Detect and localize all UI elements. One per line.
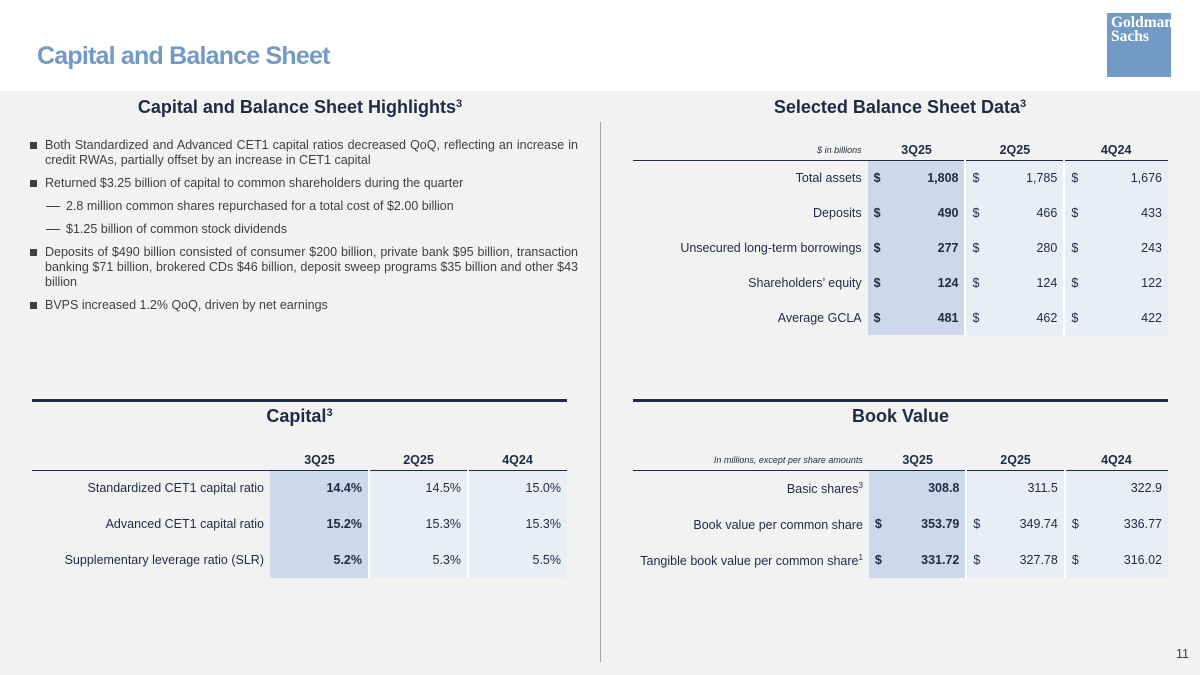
table-row: Average GCLA $ 481 $ 462 $ 422 xyxy=(633,300,1168,335)
table-row: Deposits $ 490 $ 466 $ 433 xyxy=(633,195,1168,230)
page-title: Capital and Balance Sheet xyxy=(37,42,330,70)
book-value-title: Book Value xyxy=(851,406,950,426)
table-header-row xyxy=(633,140,1168,160)
column-header: 4Q24 xyxy=(468,450,567,470)
table-row: Shareholders’ equity $ 124 $ 124 $ 122 xyxy=(633,265,1168,300)
header xyxy=(0,0,1200,91)
page-number: 11 xyxy=(1176,647,1189,661)
table-row: Total assets $ 1,808 $ 1,785 $ 1,676 xyxy=(633,160,1168,195)
highlight-bullet: Returned $3.25 billion of capital to common shareholders during the quarter xyxy=(30,176,578,191)
column-header: 3Q25 xyxy=(869,450,966,470)
table-row: Supplementary leverage ratio (SLR) 5.2% 5.3% 5.5% xyxy=(32,542,567,578)
table-row: Tangible book value per common share$^1$ $ 331.72 $ 327.78 $ 316.02 xyxy=(633,542,1168,578)
column-header: 2Q25 xyxy=(965,140,1064,160)
column-header: 2Q25 xyxy=(966,450,1064,470)
highlights-list xyxy=(30,138,578,321)
capital-table xyxy=(32,450,567,578)
column-header: 2Q25 xyxy=(369,450,468,470)
balance-sheet-table xyxy=(633,140,1168,335)
highlight-bullet: Both Standardized and Advanced CET1 capital ratios decreased QoQ, reflecting an increase in credit RWAs, partially offset by an increase in CET1 capital xyxy=(30,138,578,168)
table-row: Basic shares$^3$ 308.8 311.5 322.9 xyxy=(633,470,1168,506)
table-row: Standardized CET1 capital ratio 14.4% 14.5% 15.0% xyxy=(32,470,567,506)
book-value-rule xyxy=(633,399,1168,402)
table-row: Advanced CET1 capital ratio 15.2% 15.3% 15.3% xyxy=(32,506,567,542)
capital-rule xyxy=(32,399,567,402)
table-header-row xyxy=(633,450,1168,470)
column-header: 3Q25 xyxy=(270,450,369,470)
highlights-title: Capital and Balance Sheet Highlights$^3$ xyxy=(137,97,463,117)
column-header: 4Q24 xyxy=(1064,140,1168,160)
table-header-row xyxy=(32,450,567,470)
highlight-sub-bullet: 2.8 million common shares repurchased for a total cost of $2.00 billion xyxy=(30,199,578,214)
units-label: In millions, except per share amounts xyxy=(633,450,869,470)
vertical-divider xyxy=(600,122,601,662)
capital-title: Capital$^3$ xyxy=(266,406,333,426)
table-row: Unsecured long-term borrowings $ 277 $ 280 $ 243 xyxy=(633,230,1168,265)
highlight-bullet: BVPS increased 1.2% QoQ, driven by net earnings xyxy=(30,298,578,313)
goldman-sachs-logo: Goldman Sachs xyxy=(1107,13,1171,77)
column-header: 4Q24 xyxy=(1065,450,1168,470)
book-value-table xyxy=(633,450,1168,578)
table-row: Book value per common share $ 353.79 $ 349.74 $ 336.77 xyxy=(633,506,1168,542)
column-header: 3Q25 xyxy=(868,140,966,160)
balance-sheet-title: Selected Balance Sheet Data$^3$ xyxy=(773,97,1027,117)
units-label: $ in billions xyxy=(633,140,868,160)
highlight-bullet: Deposits of $490 billion consisted of consumer $200 billion, private bank $95 billion, transaction banking $71 billion, brokered CDs $46 billion, deposit sweep programs $35 billion and other $43 billion xyxy=(30,245,578,290)
highlight-sub-bullet: $1.25 billion of common stock dividends xyxy=(30,222,578,237)
